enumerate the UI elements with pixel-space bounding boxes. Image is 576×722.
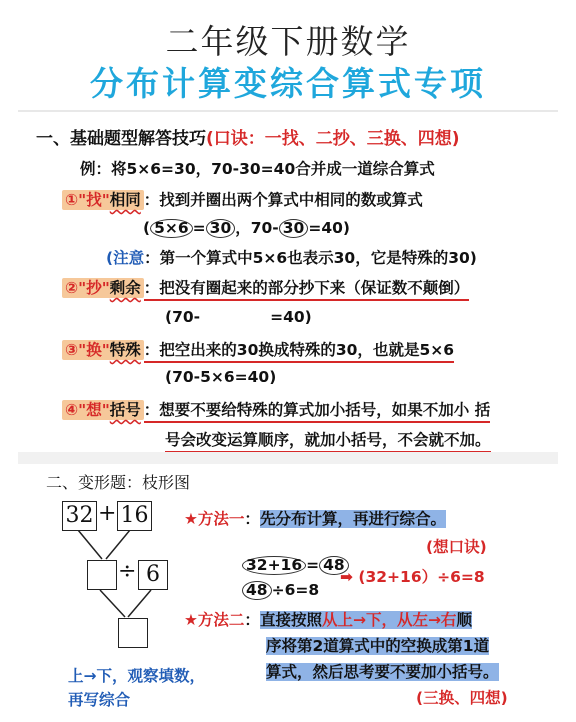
eq-open: ( xyxy=(143,219,151,237)
section2-heading: 二、变形题：枝形图 xyxy=(46,473,191,492)
star-icon: ★ xyxy=(184,611,198,629)
step1-num: ① xyxy=(65,191,79,209)
step3-equation: (70-5×6=40) xyxy=(165,368,277,386)
tree-blank-box-2 xyxy=(118,618,148,648)
circled-5x6: 5×6 xyxy=(150,219,193,238)
step4-rest: 括号 xyxy=(109,401,141,419)
step3-rest: 特殊 xyxy=(109,341,141,359)
method2-hint: (三换、四想) xyxy=(416,689,508,707)
step4-row2 xyxy=(165,428,491,450)
section1-heading-prefix: 一、基础题型解答技巧 xyxy=(36,129,206,149)
circled-30-b: 30 xyxy=(279,219,309,238)
tree-box-6: 6 xyxy=(138,560,168,590)
divider xyxy=(18,110,558,112)
step3-key: "换" xyxy=(78,341,110,359)
bottom-note-line2: 再写综合 xyxy=(68,691,131,709)
note-text: ：第一个算式中5×6也表示30，它是特殊的30) xyxy=(144,249,477,267)
method1-text: 先分布计算，再进行综合。 xyxy=(259,510,446,528)
step4-desc-line2: 号会改变运算顺序，就加小括号，不会就不加。 xyxy=(165,431,491,453)
section1-mnemonic: (口诀：一找、二抄、三换、四想) xyxy=(206,129,460,149)
star-icon: ★ xyxy=(184,510,198,528)
circled-48: 48 xyxy=(319,556,349,575)
method1-calc1 xyxy=(242,556,349,575)
tree-divide: ÷ xyxy=(118,559,137,584)
step1-key: "找" xyxy=(78,191,110,209)
eq-equal: = xyxy=(192,219,206,237)
method1-label: 方法一 xyxy=(197,510,245,528)
eq2-right: =40) xyxy=(270,308,312,326)
step2-desc: ：把没有圈起来的部分抄下来（保证数不颠倒） xyxy=(144,279,470,301)
circled-30-a: 30 xyxy=(206,219,236,238)
circled-32plus16: 32+16 xyxy=(242,556,306,575)
method2-line2: 序将第2道算式中的空换成第1道 xyxy=(266,637,490,655)
section1-heading xyxy=(36,124,460,149)
step2-num: ② xyxy=(65,279,79,297)
circled-48-b: 48 xyxy=(242,581,272,600)
step1-rest: 相同 xyxy=(109,191,141,209)
method1-result-row xyxy=(340,565,485,587)
right-arrow-icon: ➡ xyxy=(340,568,353,586)
step2-tag xyxy=(62,278,144,298)
method1-hint: (想口诀) xyxy=(426,538,487,556)
step4-key: "想" xyxy=(78,401,110,419)
step4-tag xyxy=(62,400,144,420)
eq-end: =40) xyxy=(308,219,350,237)
eq2-left: (70- xyxy=(165,308,201,326)
calc1-equal: = xyxy=(306,556,320,574)
eq-mid: ，70- xyxy=(235,219,279,237)
method2-row3 xyxy=(266,660,499,682)
tree-box-32: 32 xyxy=(62,501,97,531)
method2-row2 xyxy=(266,634,489,656)
method2-line1-b: 从上→下，从左→右 xyxy=(321,611,457,629)
step3-desc: ：把空出来的30换成特殊的30，也就是5×6 xyxy=(144,341,454,363)
method1-result: (32+16）÷6=8 xyxy=(358,568,485,586)
step4-desc-line1: ：想要不要给特殊的算式加小括号，如果不加小 括 xyxy=(144,401,490,423)
step2-key: "抄" xyxy=(78,279,110,297)
tree-plus: + xyxy=(98,501,117,526)
page-subtitle: 分布计算变综合算式专项 xyxy=(90,64,486,103)
step3-num: ③ xyxy=(65,341,79,359)
method1-row xyxy=(184,507,446,529)
step3-tag xyxy=(62,340,144,360)
note-row xyxy=(106,246,477,268)
method1-calc2 xyxy=(242,581,319,600)
method2-line1 xyxy=(260,611,472,629)
section-divider xyxy=(18,452,558,464)
page-title: 二年级下册数学 xyxy=(165,22,411,61)
method2-line3: 算式，然后思考要不要加小括号。 xyxy=(266,663,499,681)
method2-label: 方法二 xyxy=(197,611,245,629)
step3-row xyxy=(62,338,454,360)
step2-equation xyxy=(165,308,312,326)
calc2-rest: ÷6=8 xyxy=(271,581,320,599)
method2-line1-c: 顺 xyxy=(456,611,472,629)
step4-num: ④ xyxy=(65,401,79,419)
step2-row xyxy=(62,276,469,298)
tree-blank-box-1 xyxy=(87,560,117,590)
example-text: 例：将5×6=30，70-30=40合并成一道综合算式 xyxy=(80,160,435,178)
step1-row xyxy=(62,188,423,210)
method2-colon: ： xyxy=(244,611,260,629)
step1-tag xyxy=(62,190,144,210)
bottom-note-line1: 上→下，观察填数， xyxy=(68,667,205,685)
step1-desc: ：找到并圈出两个算式中相同的数或算式 xyxy=(143,191,423,209)
method1-colon: ： xyxy=(244,510,260,528)
step1-equation xyxy=(143,216,350,238)
method2-line1-a: 直接按照 xyxy=(259,611,322,629)
step2-rest: 剩余 xyxy=(109,279,141,297)
method2-row1 xyxy=(184,608,472,630)
tree-box-16: 16 xyxy=(117,501,152,531)
step4-row xyxy=(62,398,490,420)
note-label: (注意 xyxy=(106,249,145,267)
